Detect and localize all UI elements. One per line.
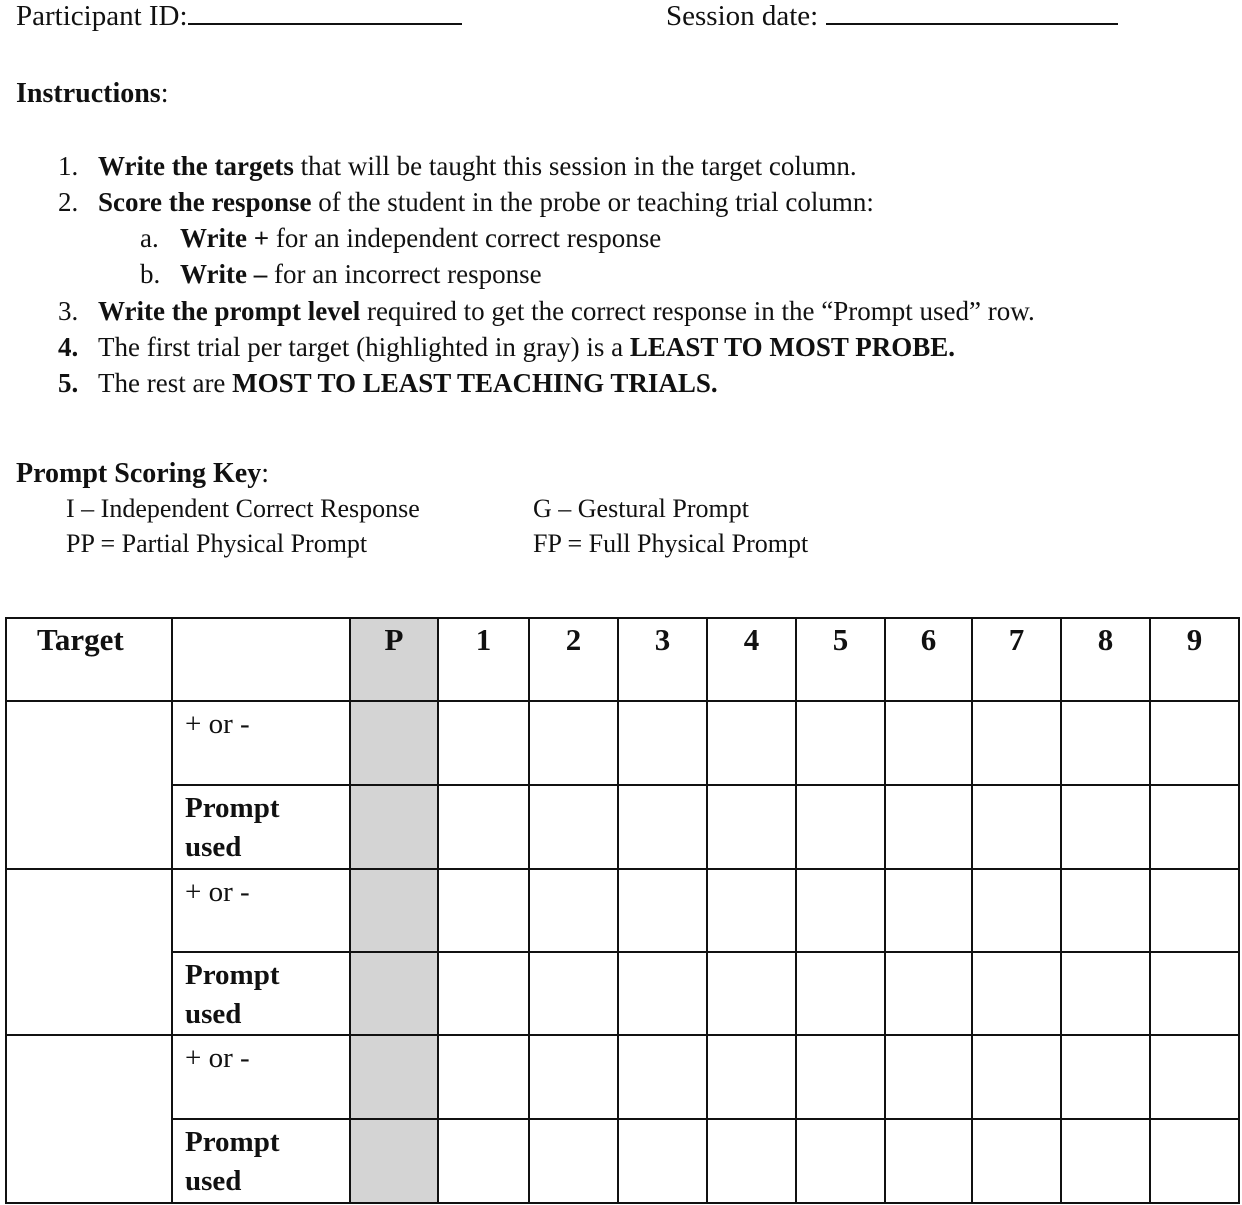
target-cell[interactable] (6, 869, 172, 1035)
trial-cell[interactable] (438, 1119, 529, 1202)
trial-cell[interactable] (1061, 1035, 1150, 1119)
trial-cell[interactable] (796, 701, 885, 785)
trial-cell[interactable] (707, 785, 796, 869)
trial-cell[interactable] (707, 952, 796, 1035)
trial-4-header: 4 (707, 618, 796, 701)
trial-9-header: 9 (1150, 618, 1239, 701)
trial-6-header: 6 (885, 618, 972, 701)
trial-cell[interactable] (529, 952, 618, 1035)
trial-cell[interactable] (1150, 1119, 1239, 1202)
participant-id-blank[interactable] (188, 1, 462, 25)
table-header-row (6, 618, 1239, 701)
score-row-label: + or - (172, 701, 350, 785)
trial-cell[interactable] (618, 1035, 707, 1119)
key-independent: I – Independent Correct Response (66, 494, 420, 523)
trial-cell[interactable] (796, 1119, 885, 1202)
table-row (6, 1119, 1239, 1202)
table-row (6, 701, 1239, 785)
trial-cell[interactable] (438, 1035, 529, 1119)
target-cell[interactable] (6, 701, 172, 869)
trial-cell[interactable] (438, 785, 529, 869)
trial-cell[interactable] (707, 1119, 796, 1202)
trial-cell[interactable] (618, 952, 707, 1035)
probe-cell[interactable] (350, 952, 438, 1035)
trial-cell[interactable] (972, 952, 1061, 1035)
session-date-label: Session date: (666, 0, 819, 32)
row-type-column-header (172, 618, 350, 701)
trial-cell[interactable] (885, 1119, 972, 1202)
trial-cell[interactable] (796, 1035, 885, 1119)
session-date-field[interactable] (666, 0, 1118, 33)
trial-cell[interactable] (618, 869, 707, 952)
trial-cell[interactable] (707, 869, 796, 952)
trial-cell[interactable] (972, 785, 1061, 869)
probe-cell[interactable] (350, 701, 438, 785)
instructions-title: Instructions: (16, 78, 169, 109)
trial-cell[interactable] (972, 869, 1061, 952)
probe-column-header: P (350, 618, 438, 701)
prompt-used-row-label: Prompt used (172, 952, 350, 1035)
key-partial-physical: PP = Partial Physical Prompt (66, 529, 368, 558)
trial-cell[interactable] (529, 785, 618, 869)
trial-cell[interactable] (1150, 869, 1239, 952)
trial-2-header: 2 (529, 618, 618, 701)
table-row (6, 1035, 1239, 1119)
trial-cell[interactable] (707, 1035, 796, 1119)
trial-cell[interactable] (1061, 701, 1150, 785)
trial-cell[interactable] (438, 869, 529, 952)
trial-cell[interactable] (438, 952, 529, 1035)
trial-cell[interactable] (1061, 869, 1150, 952)
trial-cell[interactable] (885, 869, 972, 952)
trial-cell[interactable] (1150, 952, 1239, 1035)
target-column-header: Target (6, 618, 172, 701)
trial-cell[interactable] (885, 1035, 972, 1119)
key-gestural: G – Gestural Prompt (533, 494, 749, 523)
score-row-label: + or - (172, 869, 350, 952)
trial-7-header: 7 (972, 618, 1061, 701)
trial-cell[interactable] (972, 1035, 1061, 1119)
prompt-used-row-label: Prompt used (172, 1119, 350, 1202)
probe-cell[interactable] (350, 1119, 438, 1202)
trial-cell[interactable] (529, 701, 618, 785)
table-row (6, 869, 1239, 952)
trial-cell[interactable] (1150, 701, 1239, 785)
trial-cell[interactable] (972, 1119, 1061, 1202)
trial-cell[interactable] (796, 869, 885, 952)
trial-cell[interactable] (796, 952, 885, 1035)
trial-cell[interactable] (529, 1035, 618, 1119)
trial-data-table (5, 617, 1240, 1204)
scoring-key-title: Prompt Scoring Key: (16, 458, 270, 489)
probe-cell[interactable] (350, 869, 438, 952)
trial-cell[interactable] (1061, 952, 1150, 1035)
trial-cell[interactable] (529, 869, 618, 952)
trial-cell[interactable] (796, 785, 885, 869)
trial-8-header: 8 (1061, 618, 1150, 701)
prompt-used-row-label: Prompt used (172, 785, 350, 869)
table-row (6, 952, 1239, 1035)
probe-cell[interactable] (350, 785, 438, 869)
participant-id-label: Participant ID: (16, 0, 188, 32)
target-cell[interactable] (6, 1035, 172, 1202)
trial-cell[interactable] (707, 701, 796, 785)
trial-cell[interactable] (1150, 785, 1239, 869)
trial-cell[interactable] (529, 1119, 618, 1202)
trial-cell[interactable] (1061, 1119, 1150, 1202)
trial-cell[interactable] (618, 785, 707, 869)
participant-id-field[interactable] (16, 0, 462, 33)
trial-cell[interactable] (885, 952, 972, 1035)
trial-cell[interactable] (618, 1119, 707, 1202)
trial-5-header: 5 (796, 618, 885, 701)
probe-cell[interactable] (350, 1035, 438, 1119)
trial-cell[interactable] (438, 701, 529, 785)
trial-cell[interactable] (1150, 1035, 1239, 1119)
score-row-label: + or - (172, 1035, 350, 1119)
trial-cell[interactable] (885, 785, 972, 869)
trial-cell[interactable] (1061, 785, 1150, 869)
trial-3-header: 3 (618, 618, 707, 701)
table-row (6, 785, 1239, 869)
session-date-blank[interactable] (826, 1, 1118, 25)
trial-cell[interactable] (972, 701, 1061, 785)
key-full-physical: FP = Full Physical Prompt (533, 529, 809, 558)
trial-cell[interactable] (885, 701, 972, 785)
trial-1-header: 1 (438, 618, 529, 701)
trial-cell[interactable] (618, 701, 707, 785)
